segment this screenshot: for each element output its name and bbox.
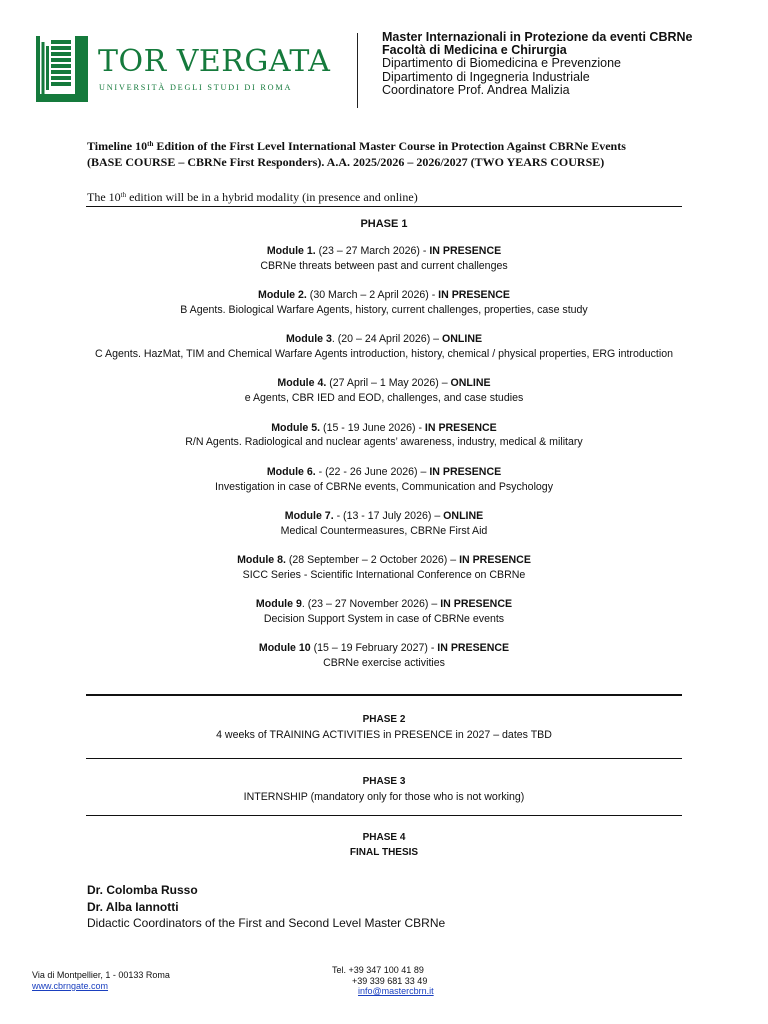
- module-mode: ONLINE: [442, 333, 483, 346]
- module-label: Module 6.: [266, 465, 316, 478]
- module-dates: (27 April – 1 May 2026) –: [326, 377, 451, 390]
- phase3-section: [86, 775, 682, 805]
- logo-subtitle: UNIVERSITÀ DEGLI STUDI DI ROMA: [99, 83, 293, 92]
- subtitle-superscript: th: [120, 191, 127, 199]
- institution-line: Facoltà di Medicina e Chirurgia: [382, 43, 567, 58]
- module-description: CBRNe threats between past and current challenges: [260, 259, 508, 272]
- module-heading: [86, 421, 682, 436]
- module-label: Module 5.: [271, 421, 321, 434]
- module-item: [86, 332, 682, 362]
- module-label: Module 8.: [237, 554, 286, 567]
- module-heading: [86, 465, 682, 480]
- divider: [86, 206, 682, 207]
- institution-line: Coordinatore Prof. Andrea Malizia: [382, 82, 570, 97]
- phase2-section: [86, 713, 682, 743]
- module-dates: (30 March – 2 April 2026) -: [306, 288, 439, 301]
- header-divider: [357, 33, 358, 108]
- module-description: SICC Series - Scientific International Conference on CBRNe: [242, 568, 526, 581]
- module-label: Module 9: [255, 598, 302, 611]
- module-description: CBRNe exercise activities: [323, 657, 445, 670]
- module-item: [86, 597, 682, 627]
- module-item: [86, 376, 682, 406]
- module-label: Module 2.: [258, 288, 307, 301]
- module-item: [86, 244, 682, 274]
- module-dates: (15 – 19 February 2027) -: [310, 642, 438, 655]
- module-dates: - (22 - 26 June 2026) –: [315, 465, 430, 478]
- university-logo: [36, 36, 336, 106]
- module-description: Medical Countermeasures, CBRNe First Aid: [280, 524, 488, 537]
- subtitle-text: edition will be in a hybrid modality (in presence and online): [126, 190, 418, 204]
- phase1-section: [86, 217, 682, 686]
- divider: [86, 694, 682, 696]
- phase2-title: PHASE 2: [362, 714, 406, 725]
- footer-contact-block: [332, 965, 434, 997]
- module-mode: IN PRESENCE: [438, 288, 510, 301]
- title-text: Edition of the First Level International Master Course in Protection Against CBRNe Events (BASE COURSE – CBRNe First Responders). A.A. 2025/2026 – 2026/2027 (TWO YEARS COURSE): [87, 139, 626, 169]
- footer-address: Via di Montpellier, 1 - 00133 Roma: [32, 970, 170, 980]
- document-title: [87, 136, 657, 170]
- module-item: [86, 288, 682, 318]
- module-heading: [86, 332, 682, 347]
- footer-phone: Tel. +39 347 100 41 89: [332, 965, 424, 975]
- module-mode: ONLINE: [450, 377, 491, 390]
- signer-role: Didactic Coordinators of the First and Second Level Master CBRNe: [87, 916, 446, 930]
- email-link[interactable]: info@mastercbrn.it: [358, 986, 434, 996]
- phase1-title: PHASE 1: [360, 218, 408, 230]
- module-dates: . (20 – 24 April 2026) –: [331, 333, 443, 346]
- phase4-section: [86, 831, 682, 861]
- module-description: e Agents, CBR IED and EOD, challenges, and case studies: [244, 392, 524, 405]
- module-heading: [86, 509, 682, 524]
- website-link[interactable]: www.cbrngate.com: [32, 981, 109, 991]
- module-mode: IN PRESENCE: [437, 642, 510, 655]
- module-heading: [86, 597, 682, 612]
- module-item: [86, 641, 682, 671]
- document-subtitle: [87, 188, 687, 205]
- institution-block: [382, 31, 752, 97]
- module-label: Module 7.: [284, 509, 334, 522]
- module-dates: (15 - 19 June 2026) -: [320, 421, 425, 434]
- footer-phone: +39 339 681 33 49: [352, 975, 428, 986]
- module-heading: [86, 244, 682, 259]
- module-heading: [86, 641, 682, 656]
- institution-line: Dipartimento di Ingegneria Industriale: [382, 69, 590, 84]
- module-item: [86, 421, 682, 451]
- tor-vergata-emblem-icon: [36, 36, 88, 102]
- module-dates: (28 September – 2 October 2026) –: [285, 554, 460, 567]
- subtitle-text: The 10: [87, 190, 121, 204]
- module-heading: [86, 553, 682, 568]
- module-item: [86, 509, 682, 539]
- module-list: [86, 244, 682, 671]
- module-label: Module 1.: [266, 244, 316, 257]
- signer-name: Dr. Colomba Russo: [87, 883, 198, 897]
- module-mode: IN PRESENCE: [424, 421, 497, 434]
- module-description: Investigation in case of CBRNe events, Communication and Psychology: [215, 480, 553, 493]
- phase4-text: FINAL THESIS: [349, 846, 419, 858]
- logo-title: TOR VERGATA: [98, 44, 331, 79]
- module-mode: IN PRESENCE: [429, 465, 502, 478]
- title-superscript: th: [147, 140, 154, 148]
- module-item: [86, 465, 682, 495]
- module-label: Module 4.: [277, 377, 327, 390]
- institution-line: Dipartimento di Biomedicina e Prevenzione: [382, 56, 622, 71]
- module-description: C Agents. HazMat, TIM and Chemical Warfare Agents introduction, history, chemical / physical properties, ERG introduction: [95, 347, 673, 360]
- phase4-title: PHASE 4: [362, 832, 406, 843]
- title-text: Timeline 10: [87, 139, 148, 153]
- phase3-text: INTERNSHIP (mandatory only for those who is not working): [243, 790, 525, 803]
- institution-line: Master Internazionali in Protezione da eventi CBRNe: [382, 30, 693, 44]
- module-mode: ONLINE: [443, 509, 484, 522]
- module-dates: - (13 - 17 July 2026) –: [333, 509, 444, 522]
- module-mode: IN PRESENCE: [459, 554, 531, 567]
- module-mode: IN PRESENCE: [429, 244, 502, 257]
- module-heading: [86, 376, 682, 391]
- module-mode: IN PRESENCE: [440, 598, 513, 611]
- module-item: [86, 553, 682, 583]
- module-description: B Agents. Biological Warfare Agents, history, current challenges, properties, case study: [180, 303, 588, 316]
- footer-address-block: [32, 970, 170, 992]
- module-dates: (23 – 27 March 2026) -: [315, 244, 430, 257]
- divider: [86, 758, 682, 759]
- divider: [86, 815, 682, 816]
- signature-block: [87, 882, 445, 932]
- module-label: Module 3: [285, 333, 332, 346]
- phase2-text: 4 weeks of TRAINING ACTIVITIES in PRESENCE in 2027 – dates TBD: [216, 728, 552, 741]
- module-label: Module 10: [258, 642, 311, 655]
- module-description: Decision Support System in case of CBRNe events: [263, 613, 505, 626]
- module-description: R/N Agents. Radiological and nuclear agents’ awareness, industry, medical & military: [185, 436, 583, 449]
- signer-name: Dr. Alba Iannotti: [87, 899, 179, 914]
- phase3-title: PHASE 3: [362, 776, 406, 787]
- module-dates: . (23 – 27 November 2026) –: [301, 598, 441, 611]
- module-heading: [86, 288, 682, 303]
